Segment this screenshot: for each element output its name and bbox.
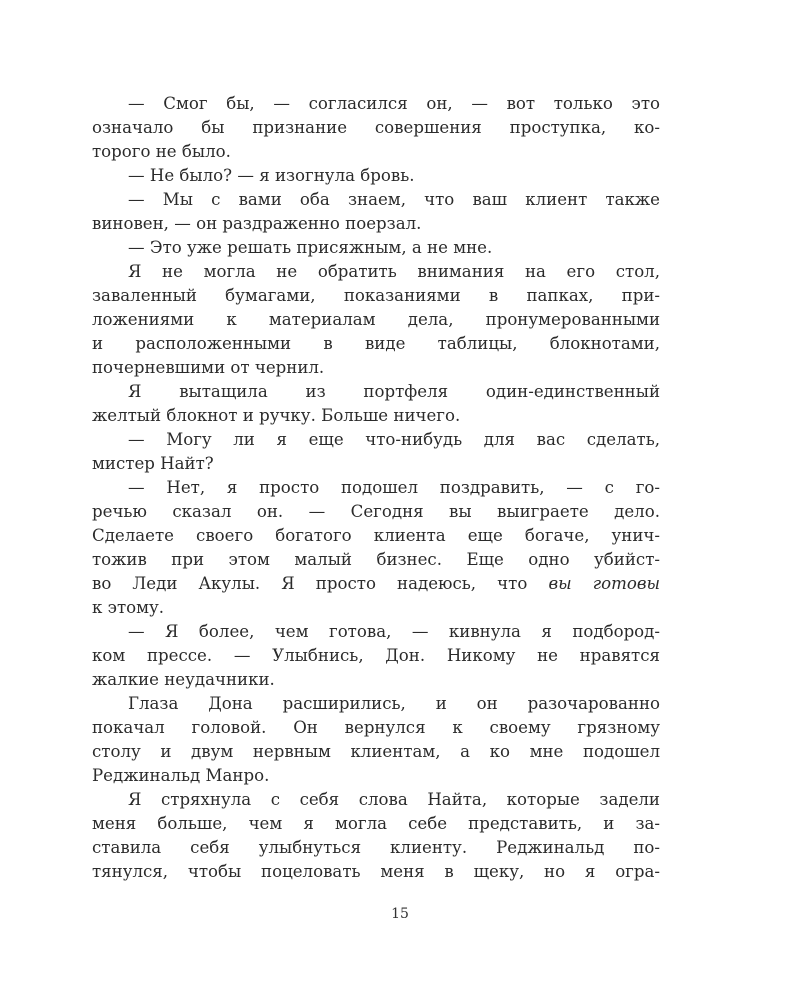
text-line-content: тянулся, чтобы поцеловать меня в щеку, но я огра- <box>92 862 660 881</box>
text-line <box>92 284 660 308</box>
text-line-content: Сделаете своего богатого клиента еще богаче, унич- <box>92 526 660 545</box>
text-line-content: желтый блокнот и ручку. Больше ничего. <box>92 406 461 425</box>
text-line-content: мистер Найт? <box>92 454 214 473</box>
text-line-content: Глаза Дона расширились, и он разочарованно <box>128 694 660 713</box>
text-line <box>92 92 660 116</box>
text-line <box>92 716 660 740</box>
text-line-content: ставила себя улыбнуться клиенту. Реджинальд по- <box>92 838 660 857</box>
text-line <box>92 836 660 860</box>
text-line <box>92 164 660 188</box>
text-line-content: Я стряхнула с себя слова Найта, которые задели <box>128 790 660 809</box>
text-line <box>92 116 660 140</box>
text-line-content: жалкие неудачники. <box>92 670 275 689</box>
text-line-content: во Леди Акулы. Я просто надеюсь, что <box>92 574 549 593</box>
text-line-content: покачал головой. Он вернулся к своему грязному <box>92 718 660 737</box>
text-line <box>92 404 660 428</box>
text-line <box>92 668 660 692</box>
text-line <box>92 644 660 668</box>
text-line-content: Я не могла не обратить внимания на его стол, <box>128 262 660 281</box>
text-line-content: Я вытащила из портфеля один-единственный <box>128 382 660 401</box>
text-line <box>92 332 660 356</box>
text-line-content: почерневшими от чернил. <box>92 358 325 377</box>
text-line <box>92 860 660 884</box>
text-line <box>92 572 660 596</box>
text-line <box>92 452 660 476</box>
text-line-content: виновен, — он раздраженно поерзал. <box>92 214 422 233</box>
text-line <box>92 356 660 380</box>
text-line <box>92 596 660 620</box>
text-line-content: — Я более, чем готова, — кивнула я подбород- <box>128 622 660 641</box>
text-line-content: и расположенными в виде таблицы, блокнотами, <box>92 334 660 353</box>
text-line-content: — Не было? — я изогнула бровь. <box>128 166 415 185</box>
text-line-content: речью сказал он. — Сегодня вы выиграете дело. <box>92 502 660 521</box>
text-line <box>92 788 660 812</box>
text-line-content: — Мы с вами оба знаем, что ваш клиент также <box>128 190 660 209</box>
text-line <box>92 548 660 572</box>
text-line-content: тожив при этом малый бизнес. Еще одно убийст- <box>92 550 660 569</box>
text-line <box>92 764 660 788</box>
text-line <box>92 740 660 764</box>
text-line-content: означало бы признание совершения проступка, ко- <box>92 118 660 137</box>
text-line <box>92 236 660 260</box>
text-line <box>92 500 660 524</box>
text-line-content: Реджинальд Манро. <box>92 766 270 785</box>
text-line-content: ложениями к материалам дела, пронумерованными <box>92 310 660 329</box>
text-line-content: столу и двум нервным клиентам, а ко мне подошел <box>92 742 660 761</box>
text-line-italic: вы готовы <box>548 574 660 593</box>
text-line-content: меня больше, чем я могла себе представить, и за- <box>92 814 660 833</box>
text-line <box>92 260 660 284</box>
text-line <box>92 524 660 548</box>
text-line-content: — Это уже решать присяжным, а не мне. <box>128 238 493 257</box>
text-line-content: ком прессе. — Улыбнись, Дон. Никому не нравятся <box>92 646 660 665</box>
text-line-content: — Смог бы, — согласился он, — вот только это <box>128 94 660 113</box>
text-line-content: заваленный бумагами, показаниями в папках, при- <box>92 286 660 305</box>
text-line <box>92 380 660 404</box>
text-line-content: к этому. <box>92 598 165 617</box>
text-line <box>92 212 660 236</box>
text-line <box>92 692 660 716</box>
text-line <box>92 812 660 836</box>
page-number: 15 <box>391 906 409 922</box>
text-line <box>92 620 660 644</box>
text-line <box>92 308 660 332</box>
text-line-content: — Могу ли я еще что-нибудь для вас сделать, <box>128 430 660 449</box>
text-line <box>92 140 660 164</box>
text-line-content: — Нет, я просто подошел поздравить, — с го- <box>128 478 660 497</box>
text-line-content: торого не было. <box>92 142 231 161</box>
text-line <box>92 188 660 212</box>
text-line <box>92 428 660 452</box>
text-line <box>92 476 660 500</box>
body-text <box>92 92 660 884</box>
